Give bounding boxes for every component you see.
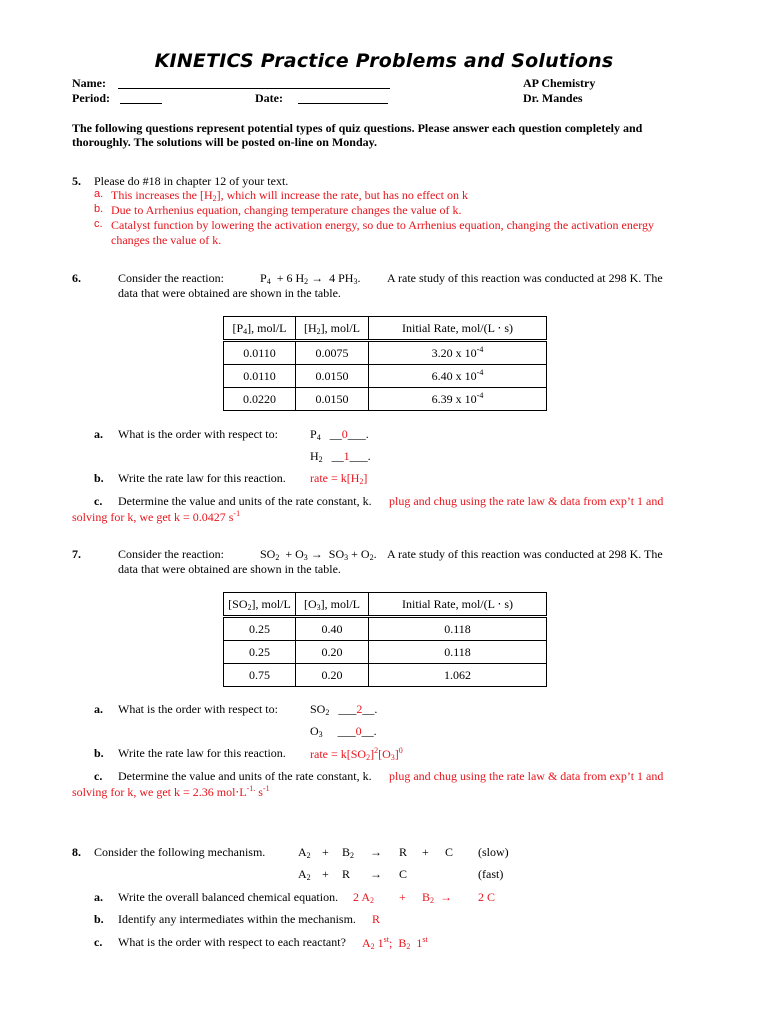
q6-c-answer-line2: solving for k, we get k = 0.0427 $s^{-1}$ bbox=[72, 509, 241, 524]
q7-a-label: a. bbox=[94, 702, 103, 716]
q8-step2-r: R bbox=[342, 867, 351, 881]
q8-step1-plus: + bbox=[322, 845, 329, 859]
q8-step2-a2: $A_2$ bbox=[298, 867, 311, 882]
q6-c-answer-line1: plug and chug using the rate law & data from exp’t 1 and bbox=[389, 494, 664, 508]
q6-header-h2: $[H_2]$, mol/L bbox=[296, 317, 369, 341]
q6-cell: 0.0110 bbox=[224, 365, 296, 388]
q8-b-label: b. bbox=[94, 912, 104, 926]
q7-c-label: c. bbox=[94, 769, 103, 783]
q7-cell: 0.20 bbox=[296, 664, 369, 687]
q6-rate-cell: 6.40 x $10^{-4}$ bbox=[369, 365, 547, 388]
q8-b-answer: R bbox=[372, 912, 381, 926]
date-label: Date: bbox=[255, 91, 283, 105]
q8-step1-c: C bbox=[445, 845, 454, 859]
q7-cell: 0.25 bbox=[224, 641, 296, 664]
q8-c-text: What is the order with respect to each reactant? bbox=[118, 935, 346, 949]
q7-study-line1: A rate study of this reaction was conducted at 298 K. The bbox=[387, 547, 663, 561]
q7-order-so2: $SO_2$ ___2__. bbox=[310, 702, 378, 717]
q7-c-answer-line2: solving for k, we get k = 2.36 $mol\cdot L^{-1.}$ $s^{-1}$ bbox=[72, 784, 270, 799]
q7-cell: 0.40 bbox=[296, 617, 369, 641]
q6-rate-cell: 6.39 x $10^{-4}$ bbox=[369, 388, 547, 411]
q7-cell: 1.062 bbox=[369, 664, 547, 687]
q8-step1-b2: $B_2$ bbox=[342, 845, 355, 860]
q7-cell: 0.75 bbox=[224, 664, 296, 687]
q8-a-answer-a2: 2 $A_2$ bbox=[353, 890, 375, 905]
q5-number: 5. bbox=[72, 174, 81, 188]
q7-rate-table bbox=[223, 592, 547, 687]
q8-b-text: Identify any intermediates within the mechanism. bbox=[118, 912, 356, 926]
q6-cell: 0.0110 bbox=[224, 341, 296, 365]
q6-cell: 0.0150 bbox=[296, 388, 369, 411]
q7-cell: 0.118 bbox=[369, 641, 547, 664]
q6-cell: 0.0220 bbox=[224, 388, 296, 411]
intro-text-line2: thoroughly. The solutions will be posted on-line on Monday. bbox=[72, 135, 377, 149]
q8-c-label: c. bbox=[94, 935, 103, 949]
table-row bbox=[224, 341, 547, 365]
q8-step2-plus: + bbox=[322, 867, 329, 881]
q8-c-answer: $A_2$ 1st; $B_2$ 1st bbox=[362, 935, 428, 951]
q7-reaction: $SO_2 + O_3 \to SO_3 + O_2$. bbox=[260, 547, 377, 562]
q7-header-rate: Initial Rate, mol/(L ⋅ s) bbox=[369, 593, 547, 617]
q8-a-answer-b2: $B_2$ → bbox=[422, 890, 453, 905]
q8-prompt: Consider the following mechanism. bbox=[94, 845, 266, 859]
q8-step1-plus2: + bbox=[422, 845, 429, 859]
q6-rate-law: rate = $k[H_2]$ bbox=[310, 471, 368, 486]
name-field-line[interactable] bbox=[118, 88, 390, 89]
q6-a-label: a. bbox=[94, 427, 103, 441]
q6-c-text: Determine the value and units of the rate constant, k. bbox=[118, 494, 372, 508]
q7-a-text: What is the order with respect to: bbox=[118, 702, 278, 716]
q5-a-answer: This increases the $[H_2]$, which will increase the rate, but has no effect on k bbox=[111, 188, 468, 203]
q7-cell: 0.20 bbox=[296, 641, 369, 664]
q8-a-text: Write the overall balanced chemical equation. bbox=[118, 890, 339, 904]
table-row bbox=[224, 388, 547, 411]
q6-reaction: $P_4 + 6$ $H_2 \to 4$ $PH_3$. bbox=[260, 271, 361, 286]
q6-header-rate: Initial Rate, mol/(L ⋅ s) bbox=[369, 317, 547, 341]
q5-c-answer-line1: Catalyst function by lowering the activation energy, so due to Arrhenius equation, changing the activation energy bbox=[111, 218, 654, 232]
q6-number: 6. bbox=[72, 271, 81, 285]
q5-c-answer-line2: changes the value of k. bbox=[111, 233, 222, 247]
q6-header-p4: $[P_4]$, mol/L bbox=[224, 317, 296, 341]
q8-a-label: a. bbox=[94, 890, 103, 904]
q7-b-text: Write the rate law for this reaction. bbox=[118, 746, 286, 760]
q5-a-label: a. bbox=[94, 188, 104, 200]
q5-b-label: b. bbox=[94, 203, 104, 215]
q6-b-label: b. bbox=[94, 471, 104, 485]
q7-study-line2: data that were obtained are shown in the table. bbox=[118, 562, 341, 576]
q8-a-answer-c: 2 C bbox=[478, 890, 496, 904]
q6-study-line1: A rate study of this reaction was conducted at 298 K. The bbox=[387, 271, 663, 285]
q8-a-answer-plus: + bbox=[399, 890, 406, 904]
q8-number: 8. bbox=[72, 845, 81, 859]
q7-cell: 0.118 bbox=[369, 617, 547, 641]
q8-step2-c: C bbox=[399, 867, 408, 881]
q5-b-answer: Due to Arrhenius equation, changing temperature changes the value of k. bbox=[111, 203, 462, 217]
q7-consider: Consider the reaction: bbox=[118, 547, 224, 561]
q8-step1-a2: $A_2$ bbox=[298, 845, 311, 860]
q6-rate-cell: 3.20 x $10^{-4}$ bbox=[369, 341, 547, 365]
q7-header-so2: $[SO_2]$, mol/L bbox=[224, 593, 296, 617]
q8-step1-r: R bbox=[399, 845, 408, 859]
q6-study-line2: data that were obtained are shown in the table. bbox=[118, 286, 341, 300]
table-row bbox=[224, 617, 547, 641]
date-field-line[interactable] bbox=[298, 103, 388, 104]
q7-rate-law: rate = $k[SO_2]^2[O_3]^0$ bbox=[310, 746, 403, 762]
period-label: Period: bbox=[72, 91, 110, 105]
period-field-line[interactable] bbox=[120, 103, 162, 104]
q7-c-answer-line1: plug and chug using the rate law & data from exp’t 1 and bbox=[389, 769, 664, 783]
q6-order-p4: $P_4$ __0___. bbox=[310, 427, 369, 442]
q6-c-label: c. bbox=[94, 494, 103, 508]
q6-order-h2: $H_2$ __1___. bbox=[310, 449, 371, 464]
q8-step2-arrow: → bbox=[370, 867, 382, 881]
teacher-label: Dr. Mandes bbox=[523, 91, 583, 105]
table-row bbox=[224, 641, 547, 664]
q6-a-text: What is the order with respect to: bbox=[118, 427, 278, 441]
q8-step1-arrow: → bbox=[370, 845, 382, 859]
intro-text-line1: The following questions represent potential types of quiz questions. Please answer each question completely and bbox=[72, 121, 643, 135]
q7-c-text: Determine the value and units of the rate constant, k. bbox=[118, 769, 372, 783]
table-row bbox=[224, 365, 547, 388]
q6-b-text: Write the rate law for this reaction. bbox=[118, 471, 286, 485]
q8-fast-label: (fast) bbox=[478, 867, 504, 881]
q5-prompt: Please do #18 in chapter 12 of your text. bbox=[94, 174, 289, 188]
q7-cell: 0.25 bbox=[224, 617, 296, 641]
q7-order-o3: $O_3$ ___0__. bbox=[310, 724, 377, 739]
q7-number: 7. bbox=[72, 547, 81, 561]
q6-consider: Consider the reaction: bbox=[118, 271, 224, 285]
name-label: Name: bbox=[72, 76, 106, 90]
q6-cell: 0.0075 bbox=[296, 341, 369, 365]
q8-slow-label: (slow) bbox=[478, 845, 509, 859]
course-label: AP Chemistry bbox=[523, 76, 596, 90]
q5-c-label: c. bbox=[94, 218, 103, 230]
q7-b-label: b. bbox=[94, 746, 104, 760]
table-row bbox=[224, 664, 547, 687]
page-title: KINETICS Practice Problems and Solutions bbox=[154, 50, 614, 72]
q6-cell: 0.0150 bbox=[296, 365, 369, 388]
q6-rate-table bbox=[223, 316, 547, 411]
q7-header-o3: $[O_3]$, mol/L bbox=[296, 593, 369, 617]
